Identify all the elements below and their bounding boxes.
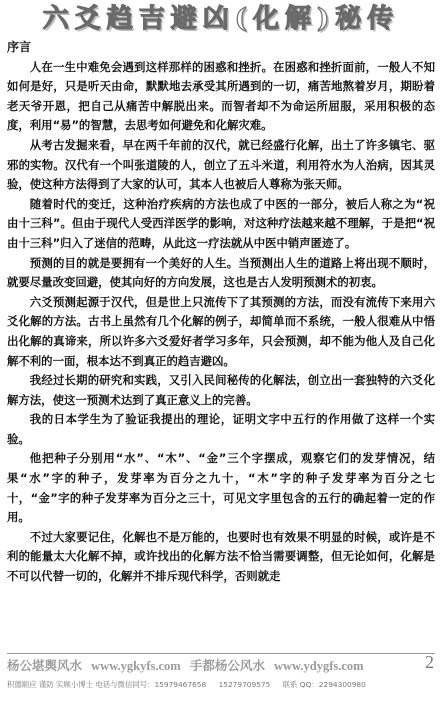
page-number: 2 [425,652,434,672]
paragraph: 随着时代的变迁，这种治疗疾病的方法也成了中医的一部分，被后人称之为“祝由十三科”。但由于现代人受西洋医学的影响，对这种疗法越来越不理解，于是把“祝由十三科”归入了迷信的范畴，从此这一疗法就从中医中销声匿迹了。 [7,196,435,250]
contact-phone-2: 15279709575 [218,680,271,689]
paragraph: 六爻预测起源于汉代，但是世上只流传下了其预测的方法，而没有流传下来用六爻化解的方法。古书上虽然有几个化解的例子，却简单而不系统，一般人很难从中悟出化解的真谛来，所以许多六爻爱好者学习多年，只会预测，却不能为他人及自己化解不利的一面，根本达不到真正的趋吉避凶。 [7,294,435,368]
section-heading: 序言 [7,40,32,54]
paragraph: 我经过长期的研究和实践，又引入民间秘传的化解法，创立出一套独特的六爻化解方法，使这一预测术达到了真正意义上的完善。 [7,373,435,407]
paragraph: 不过大家要记住，化解也不是万能的，也要时也有效果不明显的时候，或许是不利的能量太大化解不掉，或许找出的化解方法不恰当需要调整，但无论如何，化解是不可以代替一切的，化解并不排斥现代科学，否则就走 [7,529,435,584]
footer-divider [7,653,435,654]
footer-brand: 杨公堪舆风水 [7,659,83,673]
contact-phone: 积德顺应 谨防 实顾小博士 电话与微信同号：15979467658 [7,680,207,689]
footer-mobile-label: 手都杨公风水 [189,659,265,673]
contact-line [7,679,435,693]
paragraph: 人在一生中难免会遇到这样那样的困惑和挫折。在困惑和挫折面前，一般人不知如何是好，只是听天由命，默默地去承受其所遇到的一切，痛苦地熬着岁月，期盼着老天爷开恩，把自己从痛苦中解脱出来。而智者却不为命运所屈服，采用积极的态度，利用“易”的智慧，去思考如何避免和化解灾难。 [7,59,435,133]
document-body [7,38,435,650]
paragraph: 从考古发掘来看，早在两千年前的汉代，就已经盛行化解，出土了许多镇宅、驱邪的实物。汉代有一个叫张道陵的人，创立了五斗米道，利用符水为人治病，因其灵验，使这种方法得到了大家的认可，其本人也被后人尊称为张天师。 [7,137,435,192]
footer-url-2[interactable]: www.ydygfs.com [274,659,364,673]
paragraph: 我的日本学生为了验证我提出的理论，证明文字中五行的作用做了这样一个实验。 [7,412,435,446]
footer-url-1[interactable]: www.ygkyfs.com [91,659,181,673]
page-footer [7,656,435,676]
paragraph: 预测的目的就是要拥有一个美好的人生。当预测出人生的道路上将出现不顺时，就要尽量改变回避，使其向好的方向发展，这也是古人发明预测术的初衷。 [7,255,435,290]
contact-qq: 联系 QQ：2294300980 [282,680,366,689]
document-title: 六爻趋吉避凶(化解)秘传 [42,4,400,34]
paragraph: 他把种子分别用“水”、“木”、“金”三个字摆成，观察它们的发芽情况，结果“水”字的种子，发芽率为百分之九十，“木”字的种子发芽率为百分之七十，“金”字的种子发芽率为百分之三十，可见文字里包含的五行的确起着一定的作用。 [7,451,435,525]
